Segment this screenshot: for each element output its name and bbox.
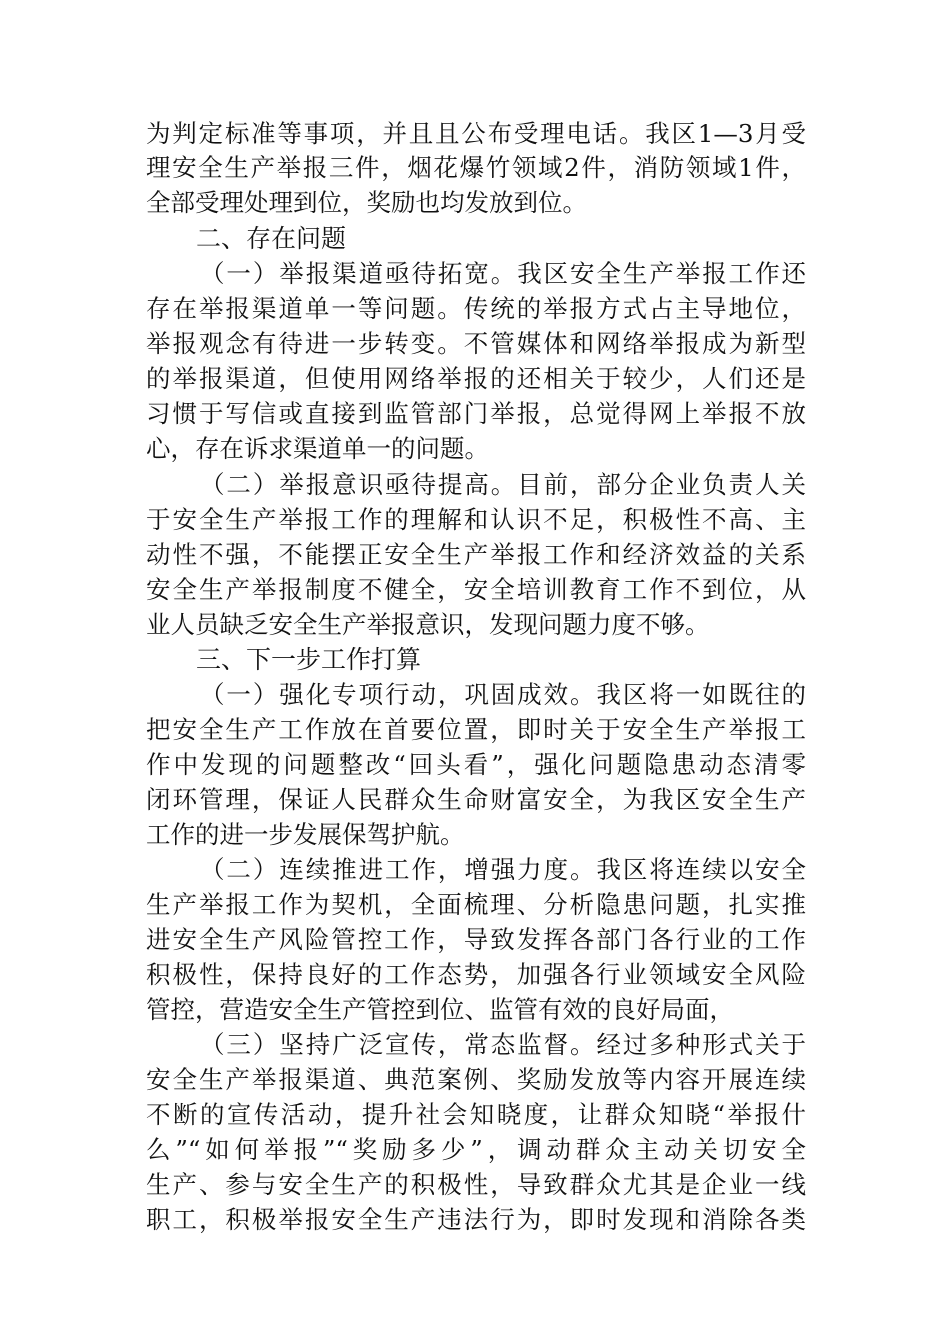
paragraph-text: 我区将连续以安全: [596, 855, 807, 884]
text-line: 心，存在诉求渠道单一的问题。: [146, 434, 489, 463]
text-line: 为判定标准等事项，并且且公布受理电话。我区1—3月受: [146, 119, 806, 148]
text-line: 作中发现的问题整改“回头看”，强化问题隐患动态清零: [146, 750, 806, 779]
text-line: 全部受理处理到位，奖励也均发放到位。: [146, 188, 587, 217]
paragraph-lead: （一）强化专项行动，巩固成效。: [200, 680, 597, 709]
paragraph-lead: （二）连续推进工作，增强力度。: [200, 855, 597, 884]
section-heading: 二、存在问题: [196, 224, 347, 253]
text-line: 管控，营造安全生产管控到位、监管有效的良好局面，: [146, 995, 734, 1024]
text-line: 安全生产举报制度不健全，安全培训教育工作不到位，从: [146, 575, 806, 604]
text-line: 于安全生产举报工作的理解和认识不足，积极性不高、主: [146, 505, 806, 534]
paragraph-text: 我区将一如既往的: [596, 680, 807, 709]
paragraph-lead: （三）坚持广泛宣传，常态监督。: [200, 1030, 597, 1059]
text-line: 把安全生产工作放在首要位置，即时关于安全生产举报工: [146, 715, 806, 744]
text-line: 动性不强，不能摆正安全生产举报工作和经济效益的关系: [146, 540, 806, 569]
text-line: 不断的宣传活动，提升社会知晓度，让群众知晓“举报什: [146, 1100, 806, 1129]
paragraph-first-line: [200, 257, 806, 291]
paragraph-first-line: [200, 468, 806, 502]
paragraph-text: 我区安全生产举报工作还: [517, 259, 807, 288]
paragraph-text: 目前，部分企业负责人关: [517, 470, 807, 499]
paragraph-lead: （一）举报渠道亟待拓宽。: [200, 259, 518, 288]
paragraph-first-line: [200, 678, 806, 712]
text-line: 业人员缺乏安全生产举报意识，发现问题力度不够。: [146, 610, 710, 639]
text-line: 进安全生产风险管控工作，导致发挥各部门各行业的工作: [146, 925, 806, 954]
text-line: 举报观念有待进一步转变。不管媒体和网络举报成为新型: [146, 329, 806, 358]
text-line: 习惯于写信或直接到监管部门举报，总觉得网上举报不放: [146, 399, 806, 428]
text-line: 积极性，保持良好的工作态势，加强各行业领域安全风险: [146, 960, 806, 989]
text-line: 闭环管理，保证人民群众生命财富安全，为我区安全生产: [146, 785, 806, 814]
paragraph-lead: （二）举报意识亟待提高。: [200, 470, 518, 499]
paragraph-first-line: [200, 853, 806, 887]
paragraph-first-line: [200, 1028, 806, 1062]
text-line: 理安全生产举报三件，烟花爆竹领域2件，消防领域1件，: [146, 153, 806, 182]
section-heading: 三、下一步工作打算: [196, 645, 422, 674]
text-line: 存在举报渠道单一等问题。传统的举报方式占主导地位，: [146, 294, 806, 323]
text-line: 工作的进一步发展保驾护航。: [146, 820, 465, 849]
paragraph-text: 经过多种形式关于: [596, 1030, 807, 1059]
text-line: 生产举报工作为契机，全面梳理、分析隐患问题，扎实推: [146, 890, 806, 919]
text-line: 的举报渠道，但使用网络举报的还相关于较少，人们还是: [146, 364, 806, 393]
text-line: 生产、参与安全生产的积极性，导致群众尤其是企业一线: [146, 1170, 806, 1199]
text-line: 安全生产举报渠道、典范案例、奖励发放等内容开展连续: [146, 1065, 806, 1094]
text-line: 么”“如何举报”“奖励多少”，调动群众主动关切安全: [146, 1135, 806, 1164]
text-line: 职工，积极举报安全生产违法行为，即时发现和消除各类: [146, 1205, 806, 1234]
